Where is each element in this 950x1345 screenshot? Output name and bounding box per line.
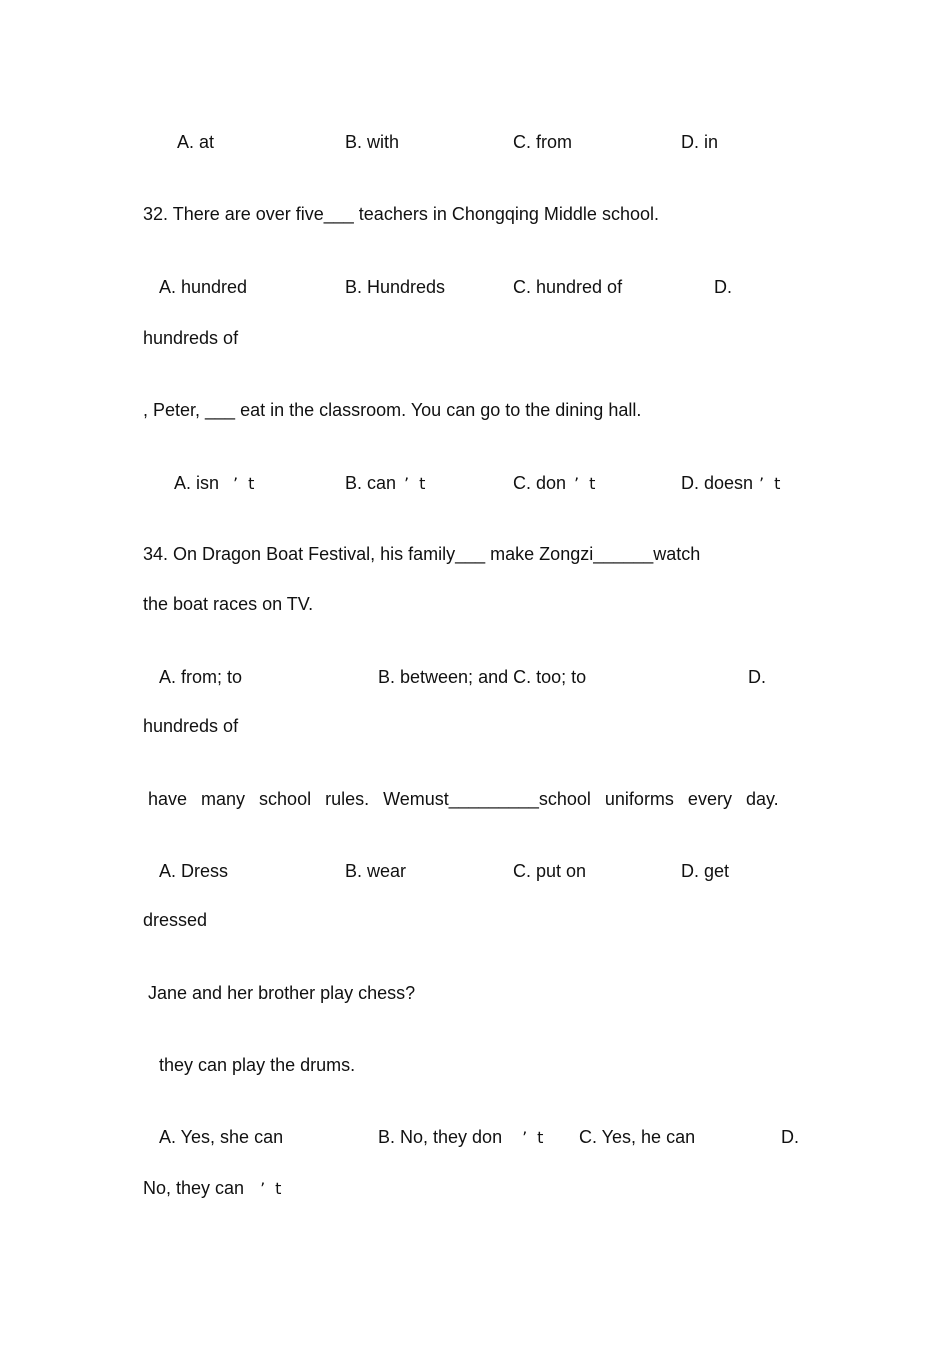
option-suffix: t [537, 1128, 544, 1147]
q36-option-a [159, 1126, 283, 1148]
q31-option-b: B. with [345, 132, 400, 152]
option-text: B. No, they don [378, 1127, 503, 1147]
option-text: A. isn [174, 473, 220, 493]
option-text: A. Yes, she can [159, 1127, 284, 1147]
option-suffix: t [774, 474, 781, 493]
q31-option-d: D. in [681, 132, 719, 152]
apostrophe: ’ [404, 474, 410, 493]
apostrophe: ’ [260, 1179, 266, 1198]
q36-option-c [579, 1126, 695, 1148]
q34-stem: 34. On Dragon Boat Festival, his family___ make Zongzi______watch [143, 544, 701, 564]
q33-option-a [174, 472, 254, 495]
q33-option-c [513, 472, 595, 495]
option-text: C. don [513, 473, 567, 493]
option-suffix: t [275, 1179, 282, 1198]
option-text: B. can [345, 473, 397, 493]
option-text: D. doesn [681, 473, 754, 493]
q32-option-a: A. hundred [159, 277, 248, 297]
option-text: C. Yes, he can [579, 1127, 696, 1147]
q32-option-b: B. Hundreds [345, 277, 446, 297]
q32-option-c: C. hundred of [513, 277, 623, 297]
apostrophe: ’ [233, 474, 239, 493]
q36-stem-cont: they can play the drums. [159, 1055, 356, 1075]
q32-option-d-cont: hundreds of [143, 328, 239, 348]
q35-option-a: A. Dress [159, 861, 229, 881]
q31-option-c: C. from [513, 132, 573, 152]
q34-option-b-c: B. between; and C. too; to [378, 667, 587, 687]
q34-option-d-cont: hundreds of [143, 716, 239, 736]
q35-option-c: C. put on [513, 861, 587, 881]
q34-option-a: A. from; to [159, 667, 243, 687]
q35-option-d-cont: dressed [143, 910, 208, 930]
q36-option-b [378, 1126, 543, 1149]
option-suffix: t [419, 474, 426, 493]
q34-stem-cont: the boat races on TV. [143, 594, 314, 614]
option-text: No, they can [143, 1178, 245, 1198]
option-suffix: t [248, 474, 255, 493]
q33-stem: , Peter, ___ eat in the classroom. You can go to the dining hall. [143, 400, 642, 420]
q32-stem: 32. There are over five___ teachers in Chongqing Middle school. [143, 204, 659, 224]
q35-option-b: B. wear [345, 861, 407, 881]
option-suffix: t [589, 474, 596, 493]
q34-option-d: D. [748, 667, 766, 687]
q33-option-b [345, 472, 425, 495]
q33-option-d [681, 472, 780, 495]
q36-stem: Jane and her brother play chess? [148, 983, 416, 1003]
q35-option-d: D. get [681, 861, 730, 881]
q31-option-a: A. at [177, 132, 215, 152]
q36-option-d [781, 1126, 799, 1148]
apostrophe: ’ [574, 474, 580, 493]
q36-option-d-cont [143, 1177, 281, 1200]
apostrophe: ’ [522, 1128, 528, 1147]
q32-option-d: D. [714, 277, 732, 297]
apostrophe: ’ [759, 474, 765, 493]
option-text: D. [781, 1127, 799, 1147]
q35-stem: have many school rules. Wemust_________school uniforms every day. [148, 789, 779, 809]
